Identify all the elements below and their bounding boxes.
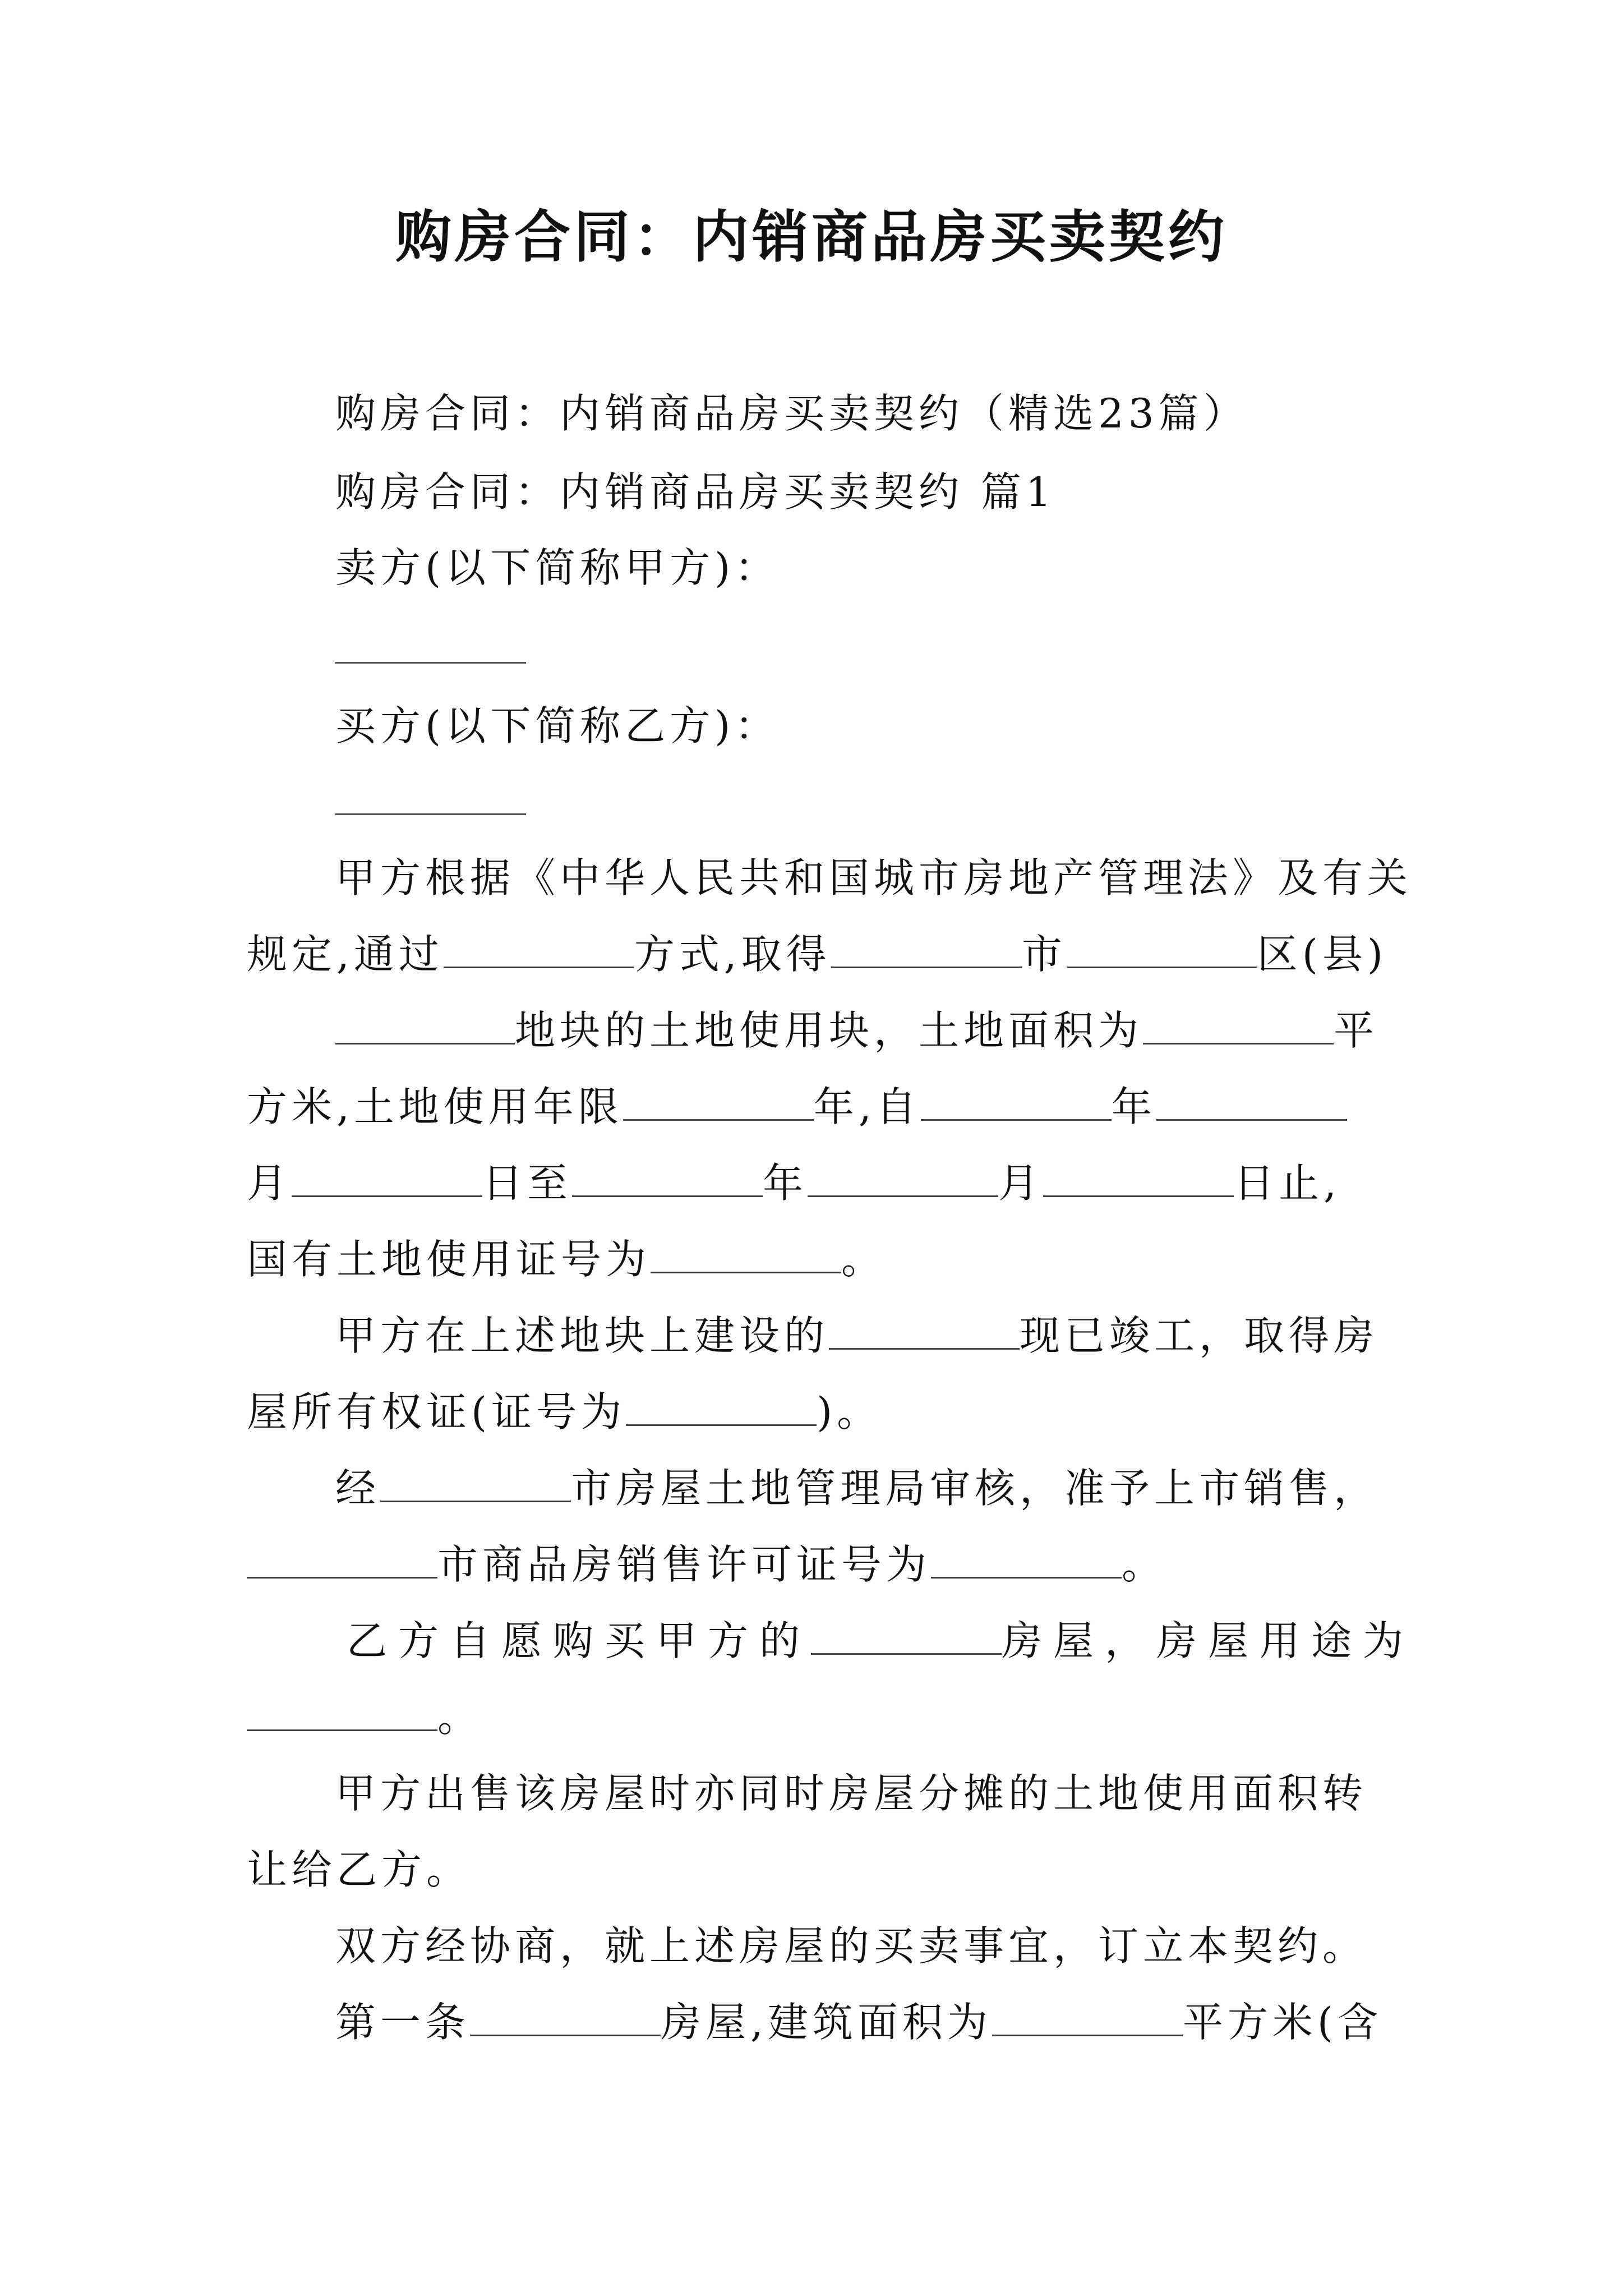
paragraph-line	[347, 1613, 1414, 1669]
fill-blank	[1143, 1008, 1334, 1045]
fill-blank	[829, 1313, 1020, 1350]
text-segment: 。	[1122, 1541, 1167, 1588]
fill-blank	[572, 1161, 763, 1197]
text-segment: 平	[1334, 1007, 1379, 1054]
paragraph-line	[335, 1002, 1378, 1059]
text-segment: 市商品房销售许可证号为	[437, 1541, 932, 1588]
text-segment: 第一条	[335, 1999, 471, 2046]
text-segment: 国有土地使用证号为	[247, 1236, 651, 1283]
text-segment: 规定,通过	[247, 931, 444, 978]
paragraph-line	[247, 1155, 1341, 1211]
text-segment: 区(县)	[1257, 931, 1387, 978]
fill-blank	[931, 1542, 1122, 1579]
text-segment: 方米,土地使用年限	[247, 1083, 623, 1130]
text-segment: 屋所有权证(证号为	[247, 1388, 626, 1435]
paragraph-line	[247, 1536, 1166, 1593]
text-segment: 甲方在上述地块上建设的	[335, 1312, 829, 1359]
document-title: 购房合同：内销商品房买卖契约	[395, 204, 1228, 270]
text-segment: 年	[763, 1159, 808, 1207]
fill-blank	[808, 1161, 998, 1197]
paragraph-line	[247, 1079, 1347, 1135]
text-segment: 地块的土地使用块，土地面积为	[515, 1007, 1144, 1054]
fill-blank	[380, 1466, 571, 1502]
text-segment: )。	[817, 1388, 882, 1435]
fill-blank	[626, 1389, 817, 1426]
fill-blank	[247, 1542, 437, 1579]
text-segment: 日至	[482, 1159, 573, 1207]
text-segment: 月	[247, 1159, 292, 1207]
fill-blank	[831, 932, 1022, 968]
text-segment: 。	[841, 1236, 887, 1283]
paragraph-line	[335, 1460, 1378, 1516]
text-segment: 房屋,建筑面积为	[661, 1999, 992, 2046]
text-segment: 年	[1111, 1083, 1156, 1130]
text-segment: 日止,	[1234, 1159, 1341, 1207]
document-subtitle: 购房合同：内销商品房买卖契约（精选23篇）	[335, 390, 1248, 437]
fill-blank	[444, 932, 634, 968]
paragraph-line: 让给乙方。	[247, 1846, 472, 1893]
fill-blank	[1156, 1084, 1347, 1121]
paragraph-line	[247, 1231, 886, 1287]
fill-blank	[292, 1161, 482, 1197]
paragraph-line	[247, 1384, 882, 1440]
fill-blank	[921, 1084, 1112, 1121]
text-segment: 现已竣工，取得房	[1020, 1312, 1379, 1359]
fill-blank	[992, 2000, 1183, 2036]
fill-blank	[1067, 932, 1257, 968]
section-heading: 购房合同：内销商品房买卖契约 篇1	[335, 468, 1056, 516]
text-segment: 。	[437, 1694, 483, 1741]
paragraph-line	[247, 926, 1387, 982]
text-segment: 市房屋土地管理局审核，准予上市销售，	[571, 1465, 1379, 1512]
text-segment: 平方米(含	[1182, 1999, 1382, 2046]
fill-blank	[651, 1237, 841, 1273]
text-segment: 方式,取得	[634, 931, 831, 978]
text-segment: 经	[335, 1465, 381, 1512]
paragraph-line: 双方经协商，就上述房屋的买卖事宜，订立本契约。	[335, 1922, 1368, 1970]
text-segment: 房屋，房屋用途为	[1002, 1617, 1415, 1664]
text-segment: 市	[1021, 931, 1067, 978]
paragraph-line	[247, 1689, 482, 1745]
buyer-name-blank	[335, 813, 526, 815]
paragraph-line: 甲方根据《中华人民共和国城市房地产管理法》及有关	[335, 854, 1413, 901]
buyer-label: 买方(以下简称乙方)：	[335, 702, 780, 749]
seller-name-blank	[335, 662, 526, 664]
fill-blank	[623, 1084, 814, 1121]
text-segment: 月	[998, 1159, 1044, 1207]
fill-blank	[335, 1008, 515, 1045]
fill-blank	[470, 2000, 661, 2036]
text-segment: 乙方自愿购买甲方的	[347, 1617, 811, 1664]
paragraph-line	[335, 1994, 1382, 2050]
fill-blank	[811, 1618, 1002, 1655]
text-segment: 年,自	[813, 1083, 921, 1130]
fill-blank	[1043, 1161, 1234, 1197]
seller-label: 卖方(以下简称甲方)：	[335, 544, 780, 591]
paragraph-line	[335, 1308, 1378, 1364]
paragraph-line: 甲方出售该房屋时亦同时房屋分摊的土地使用面积转	[335, 1770, 1368, 1817]
fill-blank	[247, 1695, 437, 1731]
